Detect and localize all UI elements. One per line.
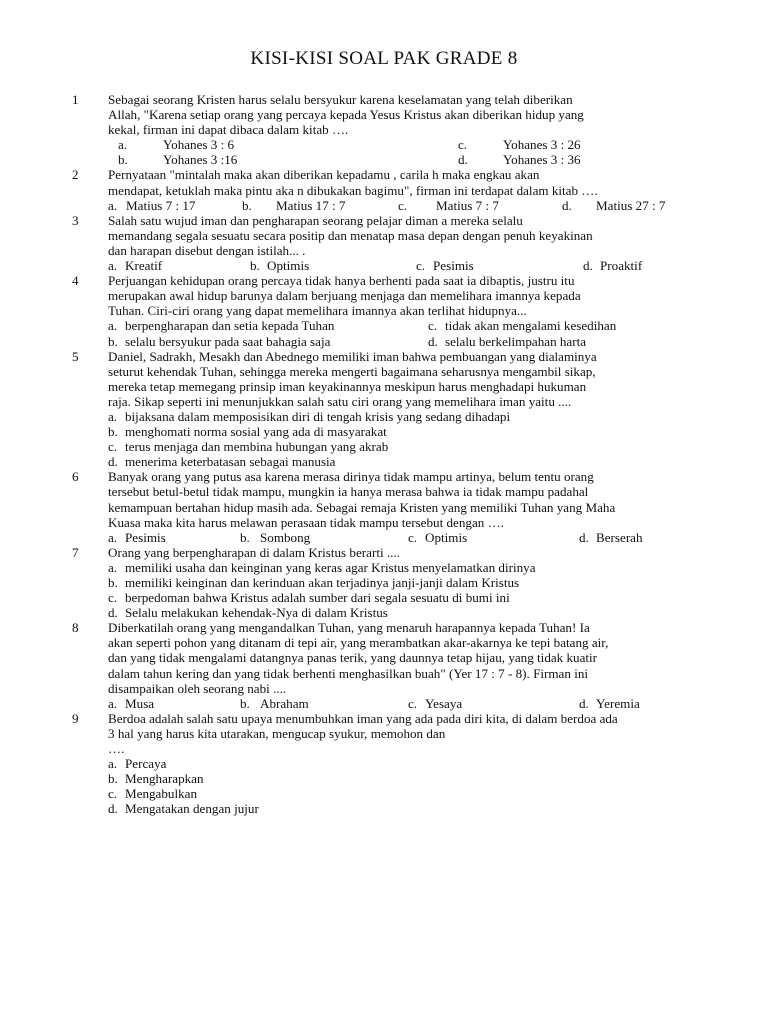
question-stem: Berdoa adalah salah satu upaya menumbuhkan iman yang ada pada diri kita, di dalam berdoa ada 3 hal yang harus kita utarakan, mengucap syukur, memohon dan …. [108, 710, 618, 757]
option-b [108, 424, 712, 439]
option-a [108, 560, 712, 575]
option-b [240, 530, 408, 545]
question-number: 7 [72, 544, 79, 560]
option-a [108, 756, 712, 771]
options-row [108, 152, 712, 167]
option-letter: a. [108, 318, 118, 334]
option-c [458, 137, 581, 152]
option-letter: c. [108, 439, 118, 455]
option-d [583, 258, 642, 273]
question-1 [72, 92, 712, 167]
option-a [108, 696, 240, 711]
option-c [428, 318, 616, 333]
option-letter: a. [108, 529, 118, 545]
options-row [108, 530, 712, 545]
option-b [240, 696, 408, 711]
question-number: 2 [72, 167, 79, 183]
option-d [579, 696, 640, 711]
option-b [108, 575, 712, 590]
option-c [108, 590, 712, 605]
question-number: 4 [72, 273, 79, 289]
option-a [108, 409, 712, 424]
option-c [108, 786, 712, 801]
option-text: Pesimis [125, 529, 166, 545]
question-number: 8 [72, 620, 79, 636]
option-d [562, 198, 665, 213]
options-row [108, 318, 712, 333]
option-text: Abraham [260, 695, 309, 711]
option-text: memiliki usaha dan keinginan yang keras agar Kristus menyelamatkan dirinya [125, 559, 536, 575]
options-row [108, 334, 712, 349]
option-letter: c. [408, 695, 418, 711]
options-row [108, 696, 712, 711]
option-c [416, 258, 583, 273]
option-letter: d. [428, 333, 438, 349]
question-number: 6 [72, 469, 79, 485]
option-letter: c. [416, 258, 426, 274]
option-text: Pesimis [433, 258, 474, 274]
option-a [108, 198, 242, 213]
option-letter: a. [108, 559, 118, 575]
options-row [108, 137, 712, 152]
option-text: selalu bersyukur pada saat bahagia saja [125, 333, 331, 349]
option-b [250, 258, 416, 273]
option-letter: d. [579, 695, 589, 711]
question-stem: Perjuangan kehidupan orang percaya tidak hanya berhenti pada saat ia dibaptis, justru itu merupakan awal hidup barunya dalam berjuang menjaga dan memelihara imannya kepada Tuhan. Ciri-ciri orang yang dapat memelihara imannya akan terlihat hidupnya... [108, 273, 581, 319]
option-text: Matius 17 : 7 [276, 197, 346, 213]
option-text: memiliki keinginan dan kerinduan akan terjadinya janji-janji dalam Kristus [125, 575, 520, 590]
option-letter: c. [458, 137, 468, 153]
option-letter: d. [108, 454, 118, 470]
option-c [108, 439, 712, 454]
question-5 [72, 349, 712, 470]
option-letter: b. [240, 695, 250, 711]
options-row [108, 258, 712, 273]
option-d [108, 454, 712, 469]
option-b [108, 771, 712, 786]
question-9 [72, 711, 712, 817]
question-body [108, 469, 712, 544]
option-a [108, 137, 458, 152]
option-a [108, 318, 428, 333]
question-3 [72, 213, 712, 273]
option-text: Yohanes 3 : 26 [503, 137, 581, 153]
option-text: Mengharapkan [125, 771, 204, 787]
option-letter: b. [250, 258, 260, 274]
option-letter: b. [118, 152, 128, 168]
question-body [108, 92, 712, 167]
question-6 [72, 469, 712, 544]
option-letter: d. [579, 529, 589, 545]
option-text: berpedoman bahwa Kristus adalah sumber dari segala sesuatu di bumi ini [125, 590, 510, 606]
option-text: selalu berkelimpahan harta [445, 333, 587, 349]
question-stem: Sebagai seorang Kristen harus selalu bersyukur karena keselamatan yang telah diberikan Allah, "Karena setiap orang yang percaya kepada Yesus Kristus akan diberikan hidup yang kekal, firman ini dapat dibaca dalam kitab …. [108, 92, 584, 138]
option-letter: d. [108, 605, 118, 621]
option-letter: b. [108, 333, 118, 349]
question-2 [72, 167, 712, 212]
options-row [108, 198, 712, 213]
option-d [108, 801, 712, 816]
option-text: Yohanes 3 :16 [163, 152, 238, 168]
option-text: Matius 7 : 7 [436, 197, 499, 213]
option-text: Yesaya [425, 695, 463, 711]
question-stem: Orang yang berpengharapan di dalam Kristus berarti .... [108, 544, 400, 560]
question-number: 5 [72, 348, 79, 364]
option-a [108, 258, 250, 273]
question-body [108, 711, 712, 817]
question-body [108, 545, 712, 620]
question-stem: Diberkatilah orang yang mengandalkan Tuhan, yang menaruh harapannya kepada Tuhan! Ia akan seperti pohon yang ditanam di tepi air, yang merambatkan akar-akarnya ke tepi batang air, dan yang tidak mengalami datangnya panas terik, yang daunnya tetap hijau, yang tidak kuatir dalam tahun kering dan yang tidak berhenti menghasilkan buah" (Yer 17 : 7 - 8). Firman ini disampaikan oleh seorang nabi .... [108, 620, 609, 696]
question-sheet [72, 92, 712, 817]
option-text: bijaksana dalam memposisikan diri di tengah krisis yang sedang dihadapi [125, 408, 511, 424]
option-text: menghomati norma sosial yang ada di masyarakat [125, 424, 387, 440]
option-text: Yohanes 3 : 6 [163, 137, 235, 153]
option-d [108, 605, 712, 620]
question-stem: Daniel, Sadrakh, Mesakh dan Abednego memiliki iman bahwa pembuangan yang dialaminya seturut kehendak Tuhan, sehingga mereka mengerti bagaimana seharusnya mengambil sikap, mereka tetap memegang prinsip iman keyakinannya meskipun harus menghadapi hukuman raja. Sikap seperti ini menunjukkan salah satu ciri orang yang memelihara iman yaitu .... [108, 348, 597, 409]
option-text: Optimis [425, 529, 468, 545]
question-stem: Salah satu wujud iman dan pengharapan seorang pelajar diman a mereka selalu memandang segala sesuatu secara positip dan menatap masa depan dengan penuh keyakinan dan harapan disebut dengan istilah... . [108, 212, 593, 258]
question-4 [72, 273, 712, 348]
question-body [108, 167, 712, 212]
option-letter: b. [108, 424, 118, 440]
question-number: 3 [72, 212, 79, 228]
option-letter: a. [108, 695, 118, 711]
option-c [408, 696, 579, 711]
option-letter: d. [458, 152, 468, 168]
option-text: Percaya [125, 756, 167, 772]
question-stem: Pernyataan "mintalah maka akan diberikan kepadamu , carila h maka engkau akan mendapat, ketuklah maka pintu aka n dibukakan bagimu", firman ini terdapat dalam kitab …. [108, 167, 598, 198]
question-body [108, 620, 712, 711]
option-letter: a. [118, 137, 128, 153]
option-text: Matius 7 : 17 [126, 197, 196, 213]
option-letter: d. [562, 197, 572, 213]
option-text: Proaktif [600, 258, 643, 274]
option-text: Yohanes 3 : 36 [503, 152, 581, 168]
option-letter: a. [108, 258, 118, 274]
question-8 [72, 620, 712, 711]
option-text: Selalu melakukan kehendak-Nya di dalam Kristus [125, 605, 388, 621]
option-text: Mengabulkan [125, 786, 197, 802]
option-d [428, 334, 586, 349]
option-letter: b. [242, 197, 252, 213]
option-letter: c. [108, 590, 118, 606]
option-text: berpengharapan dan setia kepada Tuhan [125, 318, 335, 334]
option-b [108, 152, 458, 167]
option-letter: c. [428, 318, 438, 334]
option-text: terus menjaga dan membina hubungan yang akrab [125, 439, 389, 455]
question-7 [72, 545, 712, 620]
option-text: Matius 27 : 7 [596, 197, 666, 213]
page-title: KISI-KISI SOAL PAK GRADE 8 [250, 48, 518, 69]
option-d [579, 530, 643, 545]
option-text: Musa [125, 695, 155, 711]
option-text: Yeremia [596, 695, 640, 711]
question-body [108, 273, 712, 348]
option-text: menerima keterbatasan sebagai manusia [125, 454, 336, 470]
option-letter: c. [108, 786, 118, 802]
option-letter: b. [240, 529, 250, 545]
option-b [108, 334, 428, 349]
option-c [408, 530, 579, 545]
option-letter: a. [108, 756, 118, 772]
option-text: Sombong [260, 529, 311, 545]
option-letter: a. [108, 197, 118, 213]
option-a [108, 530, 240, 545]
option-d [458, 152, 581, 167]
option-letter: c. [408, 529, 418, 545]
question-number: 1 [72, 92, 79, 107]
option-letter: b. [108, 771, 118, 787]
option-text: Kreatif [125, 258, 163, 274]
option-letter: b. [108, 575, 118, 590]
option-letter: c. [398, 197, 408, 213]
question-number: 9 [72, 710, 79, 726]
question-body [108, 349, 712, 470]
option-text: Optimis [267, 258, 310, 274]
option-letter: d. [108, 801, 118, 817]
option-letter: d. [583, 258, 593, 274]
option-text: Mengatakan dengan jujur [125, 801, 259, 817]
option-text: Berserah [596, 529, 643, 545]
option-b [242, 198, 398, 213]
question-body [108, 213, 712, 273]
question-stem: Banyak orang yang putus asa karena merasa dirinya tidak mampu artinya, belum tentu orang tersebut betul-betul tidak mampu, mungkin ia hanya merasa bahwa ia tidak mampu padahal kemampuan bertahan hidup masih ada. Sebagai remaja Kristen yang memiliki Tuhan yang Maha Kuasa maka kita harus melawan perasaan tidak mampu tersebut dengan …. [108, 469, 616, 530]
option-c [398, 198, 562, 213]
option-text: tidak akan mengalami kesedihan [445, 318, 617, 334]
option-letter: a. [108, 408, 118, 424]
